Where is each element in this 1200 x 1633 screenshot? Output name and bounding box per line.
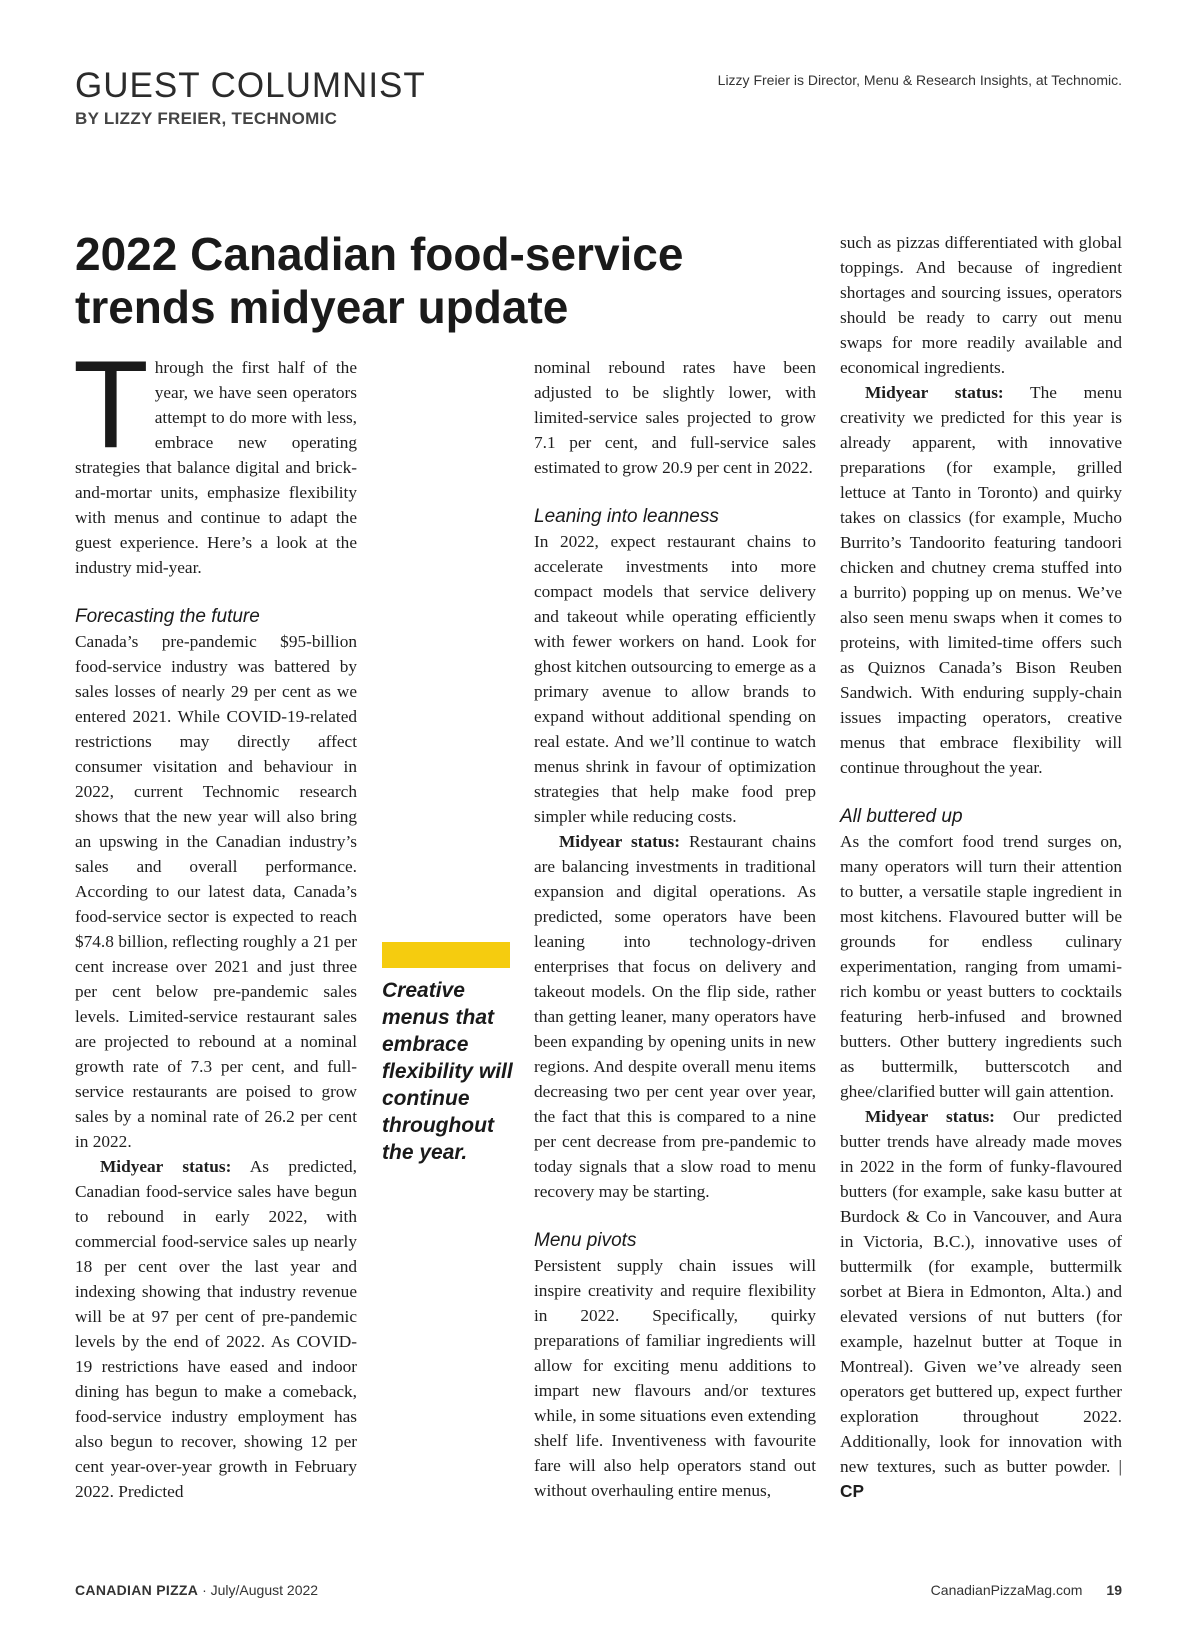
publication-name: CANADIAN PIZZA — [75, 1582, 199, 1598]
section-heading-leanness: Leaning into leanness — [534, 506, 719, 527]
article-column-2 — [534, 355, 816, 1503]
pull-quote-accent-bar — [382, 942, 510, 968]
byline: BY LIZZY FREIER, TECHNOMIC — [75, 109, 338, 128]
footer-publication — [75, 1582, 318, 1598]
midyear-status-paragraph — [75, 1154, 357, 1504]
midyear-status-label: Midyear status: — [865, 383, 1004, 402]
body-text: Our predicted butter trends have already made moves in 2022 in the form of funky-flavoured butters (for example, sake kasu butter at Burdock & Co in Vancouver, and Aura in Victoria, B.C.), innovative uses of buttermilk (for example, buttermilk sorbet at Biera in Edmonton, Alta.) and elevated versions of nut butters (for example, hazelnut butter at Toque in Montreal). Given we’ve already seen operators get buttered up, expect further exploration throughout 2022. Additionally, look for innovation with new textures, such as butter powder. — [840, 1107, 1122, 1476]
midyear-status-paragraph — [840, 380, 1122, 780]
body-paragraph-continued: such as pizzas differentiated with global toppings. And because of ingredient shortages and sourcing issues, operators should be ready to carry out menu swaps for more readily available and economical ingredients. — [840, 233, 1122, 377]
end-separator: | — [1110, 1457, 1122, 1476]
section-heading-menu-pivots: Menu pivots — [534, 1230, 637, 1251]
body-text: The menu creativity we predicted for this year is already apparent, with innovative preparations (for example, grilled lettuce at Tanto in Toronto) and quirky takes on classics (for example, Mucho Burrito’s Tandoorito featuring tandoori chicken and chutney crema stuffed into a burrito) popping up on menus. We’ve also seen menu swaps when it comes to proteins, with limited-time offers such as Quiznos Canada’s Bison Reuben Sandwich. With enduring supply-chain issues impacting operators, creative menus that embrace flexibility will continue throughout the year. — [840, 383, 1122, 777]
article-headline: 2022 Canadian food-service trends midyear update — [75, 228, 684, 333]
page-number: 19 — [1106, 1582, 1122, 1598]
body-paragraph: Canada’s pre-pandemic $95-billion food-service industry was battered by sales losses of nearly 29 per cent as we entered 2021. While COVID-19-related restrictions may directly affect consumer visitation and behaviour in 2022, current Technomic research shows that the new year will also bring an upswing in the Canadian industry’s sales and overall performance. According to our latest data, Canada’s food-service sector is expected to reach $74.8 billion, reflecting roughly a 21 per cent increase over 2021 and just three per cent below pre-pandemic sales levels. Limited-service restaurant sales are projected to rebound at a nominal growth rate of 7.3 per cent, and full-service restaurants are poised to grow sales by a nominal rate of 26.2 per cent in 2022. — [75, 632, 357, 1151]
drop-cap: T — [73, 336, 149, 474]
footer-site — [931, 1582, 1122, 1598]
author-note: Lizzy Freier is Director, Menu & Research Insights, at Technomic. — [717, 72, 1122, 88]
body-paragraph-continued: nominal rebound rates have been adjusted to be slightly lower, with limited-service sales projected to grow 7.1 per cent, and full-service sales estimated to grow 20.9 per cent in 2022. — [534, 358, 816, 477]
body-text: Restaurant chains are balancing investments in traditional expansion and digital operations. As predicted, some operators have been leaning into technology-driven enterprises that focus on delivery and takeout models. On the flip side, rather than getting leaner, many operators have been expanding by opening units in new regions. And despite overall menu items decreasing two per cent year over year, the fact that this is compared to a nine per cent decrease from pre-pandemic to today signals that a slow road to menu recovery may be starting. — [534, 832, 816, 1201]
body-paragraph: As the comfort food trend surges on, many operators will turn their attention to butter, a versatile staple ingredient in most kitchens. Flavoured butter will be grounds for endless culinary experimentation, ranging from umami-rich kombu or yeast butters to cocktails featuring herb-infused and browned butters. Other buttery ingredients such as buttermilk, butterscotch and ghee/clarified butter will gain attention. — [840, 832, 1122, 1101]
midyear-status-label: Midyear status: — [559, 832, 680, 851]
end-mark: CP — [840, 1481, 865, 1501]
midyear-status-paragraph — [534, 829, 816, 1204]
website-link[interactable]: CanadianPizzaMag.com — [930, 1582, 1083, 1598]
body-text: As predicted, Canadian food-service sales have begun to rebound in early 2022, with commercial food-service sales up nearly 18 per cent over the last year and indexing showing that industry revenue will be at 97 per cent of pre-pandemic levels by the end of 2022. As COVID-19 restrictions have eased and indoor dining has begun to make a comeback, food-service industry employment has also begun to recover, showing 12 per cent year-over-year growth in February 2022. Predicted — [75, 1157, 357, 1501]
issue-date: · July/August 2022 — [198, 1582, 319, 1598]
intro-paragraph — [73, 336, 357, 580]
midyear-status-paragraph — [840, 1104, 1122, 1504]
article-column-3 — [840, 230, 1122, 1504]
midyear-status-label: Midyear status: — [865, 1107, 995, 1126]
section-heading-buttered-up: All buttered up — [840, 806, 963, 827]
intro-text: hrough the first half of the year, we have seen operators attempt to do more with less, embrace new operating strategies that balance digital and brick-and-mortar units, emphasize flexibility with menus and continue to adapt the guest experience. Here’s a look at the industry mid-year. — [75, 358, 357, 577]
article-column-1 — [73, 336, 357, 1504]
body-paragraph: In 2022, expect restaurant chains to accelerate investments into more compact models that service delivery and takeout while operating efficiently with fewer workers on hand. Look for ghost kitchen outsourcing to emerge as a primary avenue to allow brands to expand without additional spending on real estate. And we’ll continue to watch menus shrink in favour of optimization strategies that help make food prep simpler while reducing costs. — [534, 532, 816, 826]
midyear-status-label: Midyear status: — [100, 1157, 232, 1176]
body-paragraph: Persistent supply chain issues will inspire creativity and require flexibility in 2022. Specifically, quirky preparations of familiar ingredients will allow for exciting menu additions to impart new flavours and/or textures while, in some situations even extending shelf life. Inventiveness with favourite fare will also help operators stand out without overhauling entire menus, — [534, 1256, 816, 1500]
pull-quote: Creative menus that embrace flexibility will continue throughout the year. — [382, 979, 513, 1164]
column-kicker: GUEST COLUMNIST — [75, 66, 426, 105]
section-heading-forecasting: Forecasting the future — [75, 606, 260, 627]
